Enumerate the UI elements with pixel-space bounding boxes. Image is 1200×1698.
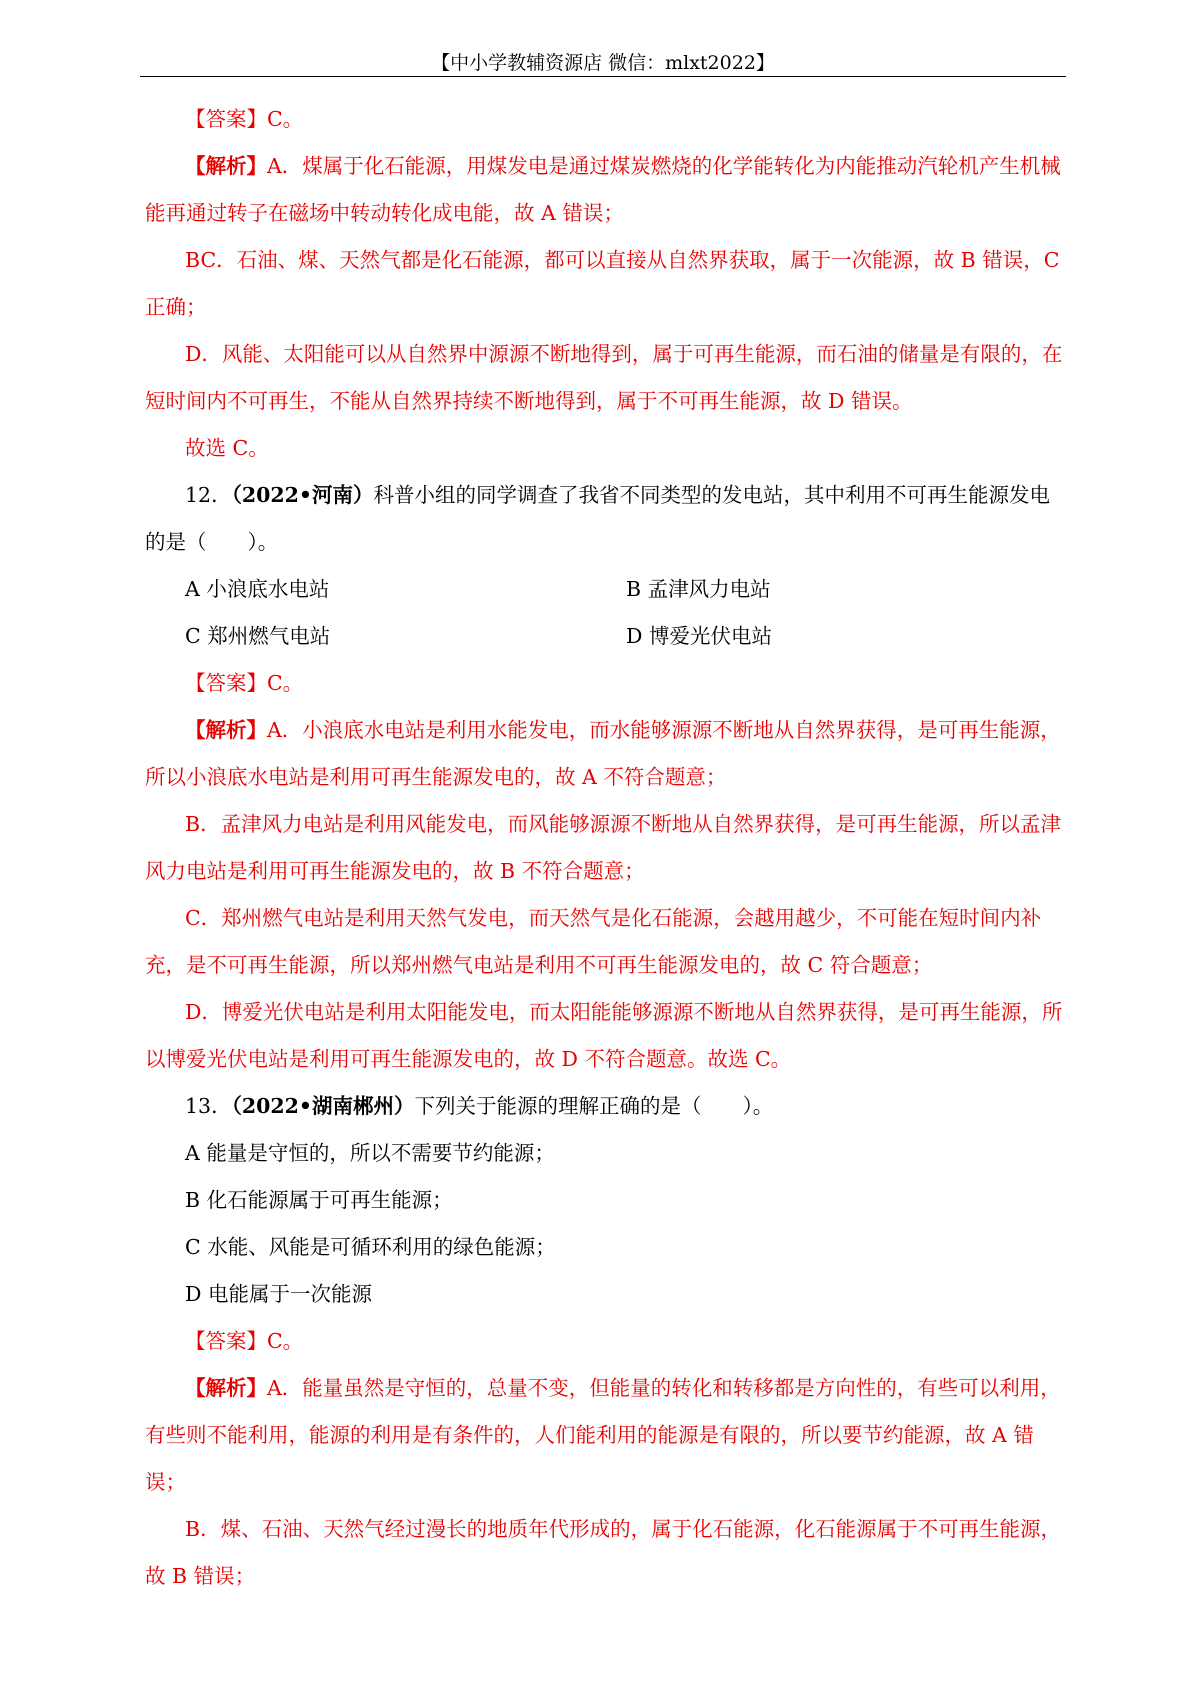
question-source: （2022•河南） [231,483,374,507]
analysis-tag: 【解析】 [185,718,267,742]
analysis-tag: 【解析】 [185,1376,267,1400]
analysis-paragraph [145,707,1067,801]
option-item: D 博爱光伏电站 [626,624,772,648]
question-stem [145,472,1067,566]
analysis-paragraph: BC．石油、煤、天然气都是化石能源，都可以直接从自然界获取，属于一次能源，故 B 错误，C 正确； [145,248,1066,319]
analysis-paragraph [145,143,1067,237]
option-item: B 孟津风力电站 [626,577,771,601]
option-item: C 水能、风能是可循环利用的绿色能源； [185,1235,556,1259]
analysis-text: A．小浪底水电站是利用水能发电，而水能够源源不断地从自然界获得，是可再生能源，所以小浪底水电站是利用可再生能源发电的，故 A 不符合题意； [145,718,1061,789]
analysis-text: A．煤属于化石能源，用煤发电是通过煤炭燃烧的化学能转化为内能推动汽轮机产生机械能再通过转子在磁场中转动转化成电能，故 A 错误； [145,154,1061,225]
analysis-text: A．能量虽然是守恒的，总量不变，但能量的转化和转移都是方向性的，有些可以利用，有些则不能利用，能源的利用是有条件的，人们能利用的能源是有限的，所以要节约能源，故 A 错误； [145,1376,1061,1494]
analysis-paragraph: D．博爱光伏电站是利用太阳能发电，而太阳能能够源源不断地从自然界获得，是可再生能源，所以博爱光伏电站是利用可再生能源发电的，故 D 不符合题意。故选 C。 [145,1000,1063,1071]
analysis-paragraph: D．风能、太阳能可以从自然界中源源不断地得到，属于可再生能源，而石油的储量是有限的，在短时间内不可再生，不能从自然界持续不断地得到，属于不可再生能源，故 D 错误。 [145,342,1063,413]
analysis-paragraph: C．郑州燃气电站是利用天然气发电，而天然气是化石能源，会越用越少，不可能在短时间内补充，是不可再生能源，所以郑州燃气电站是利用不可再生能源发电的，故 C 符合题意； [145,906,1042,977]
option-item: A 能量是守恒的，所以不需要节约能源； [185,1141,555,1165]
option-item: D 电能属于一次能源 [185,1282,372,1306]
question-number: 12． [185,483,232,507]
analysis-paragraph [145,1365,1067,1506]
option-item: A 小浪底水电站 [185,577,330,601]
question-stem [145,1083,1067,1130]
option-item: B 化石能源属于可再生能源； [185,1188,453,1212]
question-text: 下列关于能源的理解正确的是（ ）。 [414,1094,774,1118]
options-row [145,613,1067,660]
analysis-paragraph: 故选 C。 [185,436,269,460]
analysis-tag: 【解析】 [185,154,267,178]
question-source: （2022•湖南郴州） [231,1094,415,1118]
option-item: C 郑州燃气电站 [185,624,331,648]
answer-line: 【答案】C。 [185,1329,304,1353]
options-row [145,566,1067,613]
answer-line: 【答案】C。 [185,107,304,131]
question-number: 13． [185,1094,232,1118]
analysis-paragraph: B．孟津风力电站是利用风能发电，而风能够源源不断地从自然界获得，是可再生能源，所以孟津风力电站是利用可再生能源发电的，故 B 不符合题意； [145,812,1062,883]
header-divider [140,76,1066,77]
answer-line: 【答案】C。 [185,671,304,695]
analysis-paragraph: B．煤、石油、天然气经过漫长的地质年代形成的，属于化石能源，化石能源属于不可再生能源，故 B 错误； [145,1517,1062,1588]
question-text: 科普小组的同学调查了我省不同类型的发电站，其中利用不可再生能源发电的是（ ）。 [145,483,1051,554]
page-header: 【中小学教辅资源店 微信：mlxt2022】 [431,52,775,74]
document-body [145,96,1067,1600]
